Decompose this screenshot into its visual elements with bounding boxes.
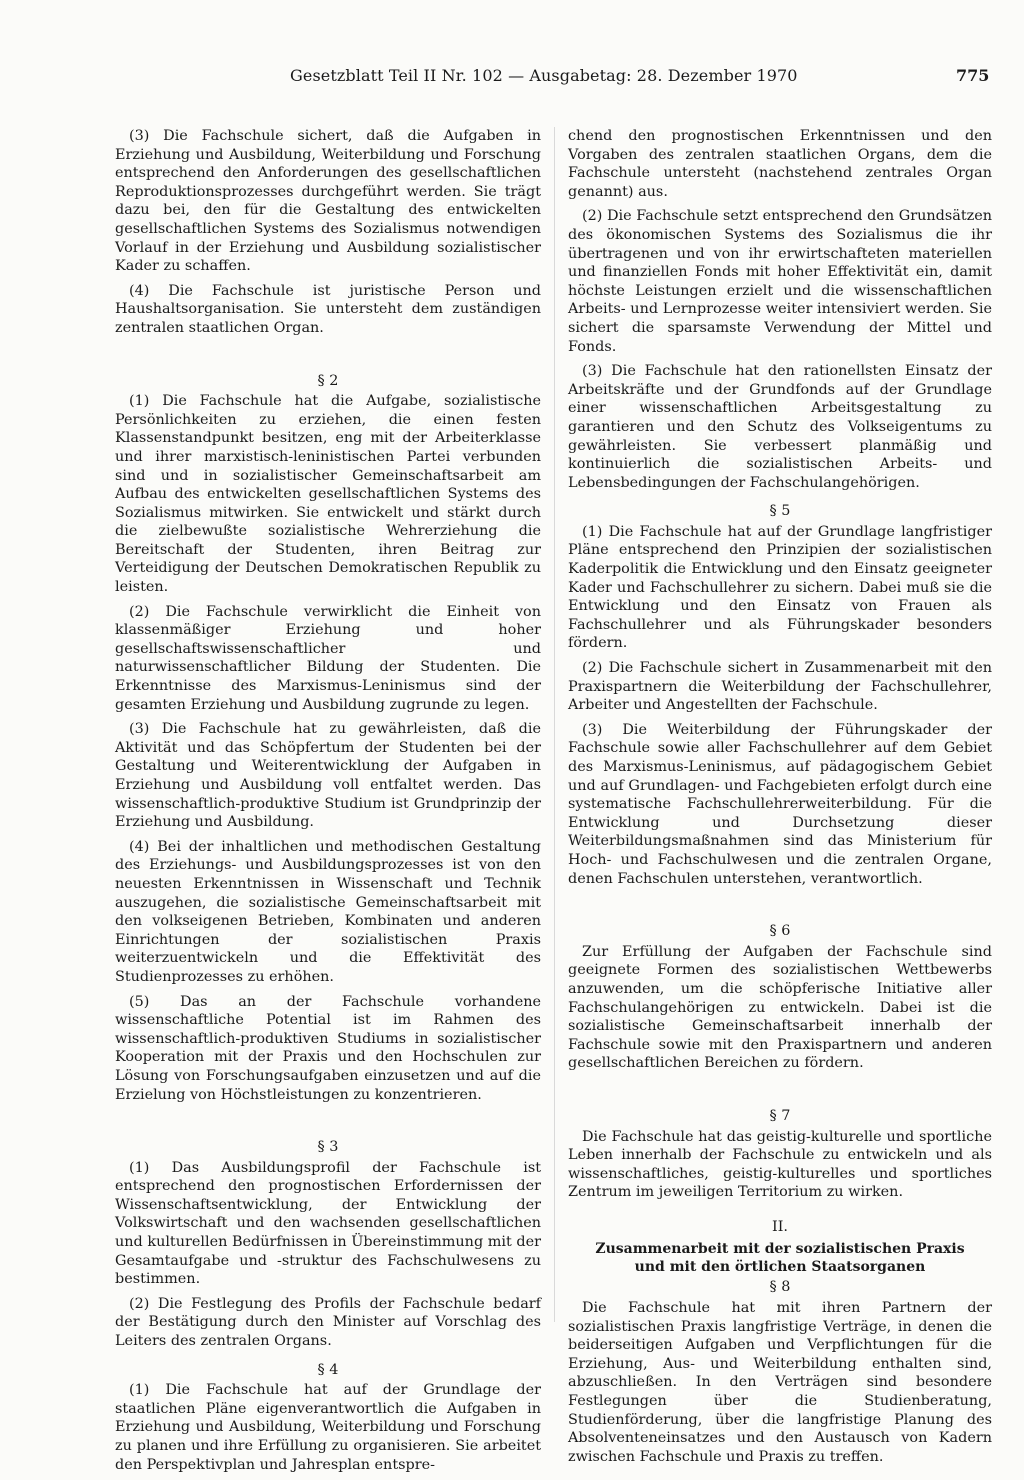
paragraph-2-4: (4) Bei der inhaltlichen und methodischen Gestaltung des Erziehungs- und Ausbildungsprozesses ist von den neuesten Erkenntnissen in Wissenschaft und Technik auszugehen, die sozialistische Gemeinschaftsarbeit mit den volkseigenen Betrieben, Kombinaten und anderen Einrichtungen der sozialistischen Praxis weiterzuentwickeln und die Effektivität des Studienprozesses zu erhöhen. (115, 838, 541, 985)
paragraph-4-1: (1) Die Fachschule hat auf der Grundlage der staatlichen Pläne eigenverantwortlich die Aufgaben in Erziehung und Ausbildung, Weiterbildung und Forschung zu planen und ihre Erfüllung zu organisieren. Sie arbeitet den Perspektivplan und Jahresplan entspre- (115, 1382, 541, 1473)
part-number: II. (772, 1218, 788, 1235)
section-heading-5: § 5 (769, 503, 791, 520)
paragraph-4-2: (2) Die Fachschule setzt entsprechend den Grundsätzen des ökonomischen Systems des Sozialismus die ihr übertragenen und von ihr erwirtschafteten materiellen und finanziellen Fonds mit hoher Effektivität ein, damit höchste Leistungen erzielt und die wissenschaftlichen Arbeits- und Lernprozesse weiter intensiviert werden. Sie sichert die sparsamste Verwendung der Mittel und Fonds. (568, 208, 992, 355)
section-heading-2: § 2 (317, 372, 339, 389)
running-header (0, 66, 1024, 92)
right-column (568, 127, 992, 1472)
section-heading-6: § 6 (769, 923, 791, 940)
paragraph-3-1: (1) Das Ausbildungsprofil der Fachschule ist entsprechend den prognostischen Erfordernissen der Wissenschaftsentwicklung, der Entwicklung der Volkswirtschaft und den wachsenden gesellschaftlichen und kulturellen Bedürfnissen in Übereinstimmung mit der Gesamtaufgabe und -struktur des Fachschulwesens zu bestimmen. (115, 1159, 541, 1288)
paragraph-2-2: (2) Die Fachschule verwirklicht die Einheit von klassenmäßiger Erziehung und hoher gesellschaftswissenschaftlicher und naturwissenschaftlicher Bildung der Studenten. Die Erkenntnisse des Marxismus-Leninismus sind der gesamten Erziehung und Ausbildung zugrunde zu legen. (115, 603, 541, 713)
paragraph-5-3: (3) Die Weiterbildung der Führungskader der Fachschule sowie aller Fachschullehrer auf dem Gebiet des Marxismus-Leninismus, auf pädagogischem Gebiet und auf Grundlagen- und Fachgebieten erfolgt durch eine systematische Fachschullehrerweiterbildung. Für die Entwicklung und Durchsetzung dieser Weiterbildungsmaßnahmen sind das Ministerium für Hoch- und Fachschulwesen und die zentralen Organe, denen Fachschulen unterstehen, verantwortlich. (568, 721, 992, 887)
section-heading-3: § 3 (317, 1139, 339, 1156)
paragraph-3-2: (2) Die Festlegung des Profils der Fachschule bedarf der Bestätigung durch den Minister auf Vorschlag des Leiters des zentralen Organs. (115, 1295, 541, 1350)
header-title: Gesetzblatt Teil II Nr. 102 — Ausgabetag: 28. Dezember 1970 (290, 66, 798, 85)
part-title-line-2: und mit den örtlichen Staatsorganen (634, 1259, 926, 1276)
section-heading-7: § 7 (769, 1107, 791, 1124)
section-heading-4: § 4 (317, 1361, 339, 1378)
paragraph-2-3: (3) Die Fachschule hat zu gewährleisten, daß die Aktivität und das Schöpfertum der Studenten bei der Gestaltung und Weiterentwicklung der Aufgaben in Erziehung und Ausbildung voll entfaltet werden. Das wissenschaftlich-produktive Studium ist Grundprinzip der Erziehung und Ausbildung. (115, 721, 541, 831)
paragraph-7: Die Fachschule hat das geistig-kulturelle und sportliche Leben innerhalb der Fachschule zu entwickeln und als wissenschaftliches, geistig-kulturelles und sportliches Zentrum im jeweiligen Territorium zu wirken. (568, 1128, 992, 1201)
paragraph-4-3: (3) Die Fachschule hat den rationellsten Einsatz der Arbeitskräfte und der Grundfonds auf der Grundlage einer wissenschaftlichen Arbeitsgestaltung zu garantieren und den Schutz des Volkseigentums zu gewährleisten. Sie verbessert planmäßig und kontinuierlich die sozialistischen Arbeits- und Lebensbedingungen der Fachschulangehörigen. (568, 363, 992, 491)
page-number: 775 (956, 66, 990, 85)
part-title-line-1: Zusammenarbeit mit der sozialistischen Praxis (595, 1241, 965, 1258)
column-divider (554, 127, 555, 1322)
paragraph-2-1: (1) Die Fachschule hat die Aufgabe, sozialistische Persönlichkeiten zu erziehen, die einen festen Klassenstandpunkt besitzen, eng mit der Arbeiterklasse und ihrer marxistisch-leninistischen Partei verbunden sind und in sozialistischer Gemeinschaftsarbeit am Aufbau des entwickelten gesellschaftlichen Systems des Sozialismus mitwirken. Sie entwickelt und stärkt durch die zielbewußte sozialistische Wehrerziehung die Bereitschaft der Studenten, ihren Beitrag zur Verteidigung der Deutschen Demokratischen Republik zu leisten. (115, 393, 541, 596)
paragraph-4-1-continued: chend den prognostischen Erkenntnissen und den Vorgaben des zentralen staatlichen Organs, dem die Fachschule untersteht (nachstehend zentrales Organ genannt) aus. (568, 128, 992, 200)
paragraph-6: Zur Erfüllung der Aufgaben der Fachschule sind geeignete Formen des sozialistischen Wettbewerbs anzuwenden, um die schöpferische Initiative aller Fachschulangehörigen zu entwickeln. Dabei ist die sozialistische Gemeinschaftsarbeit innerhalb der Fachschule sowie mit den Praxispartnern und anderen gesellschaftlichen Bereichen zu fördern. (568, 943, 992, 1072)
paragraph-8: Die Fachschule hat mit ihren Partnern der sozialistischen Praxis langfristige Verträge, in denen die beiderseitigen Aufgaben und Verpflichtungen für die Erziehung, Aus- und Weiterbildung enthalten sind, abzuschließen. In den Verträgen sind besondere Festlegungen über die Studienberatung, Studienförderung, über die langfristige Planung des Absolventeneinsatzes und den Austausch von Kadern zwischen Fachschule und Praxis zu treffen. (568, 1300, 992, 1465)
paragraph-5-2: (2) Die Fachschule sichert in Zusammenarbeit mit den Praxispartnern die Weiterbildung der Fachschullehrer, Arbeiter und Angestellten der Fachschule. (568, 660, 992, 714)
section-heading-8: § 8 (769, 1279, 791, 1296)
paragraph-1-3: (3) Die Fachschule sichert, daß die Aufgaben in Erziehung und Ausbildung, Weiterbildung und Forschung entsprechend den Anforderungen des gesellschaftlichen Reproduktionsprozesses durchgeführt werden. Sie trägt dazu bei, den für die Gestaltung des entwickelten gesellschaftlichen Systems des Sozialismus notwendigen Vorlauf in der Erziehung und Ausbildung sozialistischer Kader zu schaffen. (115, 128, 541, 275)
paragraph-5-1: (1) Die Fachschule hat auf der Grundlage langfristiger Pläne entsprechend den Prinzipien der sozialistischen Kaderpolitik die Entwicklung und den Einsatz geeigneter Kader und Fachschullehrer zu sichern. Dabei muß sie die Entwicklung und den Einsatz von Frauen als Fachschullehrer und als Führungskader besonders fördern. (568, 523, 992, 652)
paragraph-2-5: (5) Das an der Fachschule vorhandene wissenschaftliche Potential ist im Rahmen des wissenschaftlich-produktiven Studiums in sozialistischer Kooperation mit der Praxis und den Hochschulen zur Lösung von Forschungsaufgaben einzusetzen und auf die Erzielung von Höchstleistungen zu konzentrieren. (115, 993, 541, 1103)
paragraph-1-4: (4) Die Fachschule ist juristische Person und Haushaltsorganisation. Sie untersteht dem zuständigen zentralen staatlichen Organ. (115, 282, 541, 336)
left-column (115, 127, 541, 1480)
